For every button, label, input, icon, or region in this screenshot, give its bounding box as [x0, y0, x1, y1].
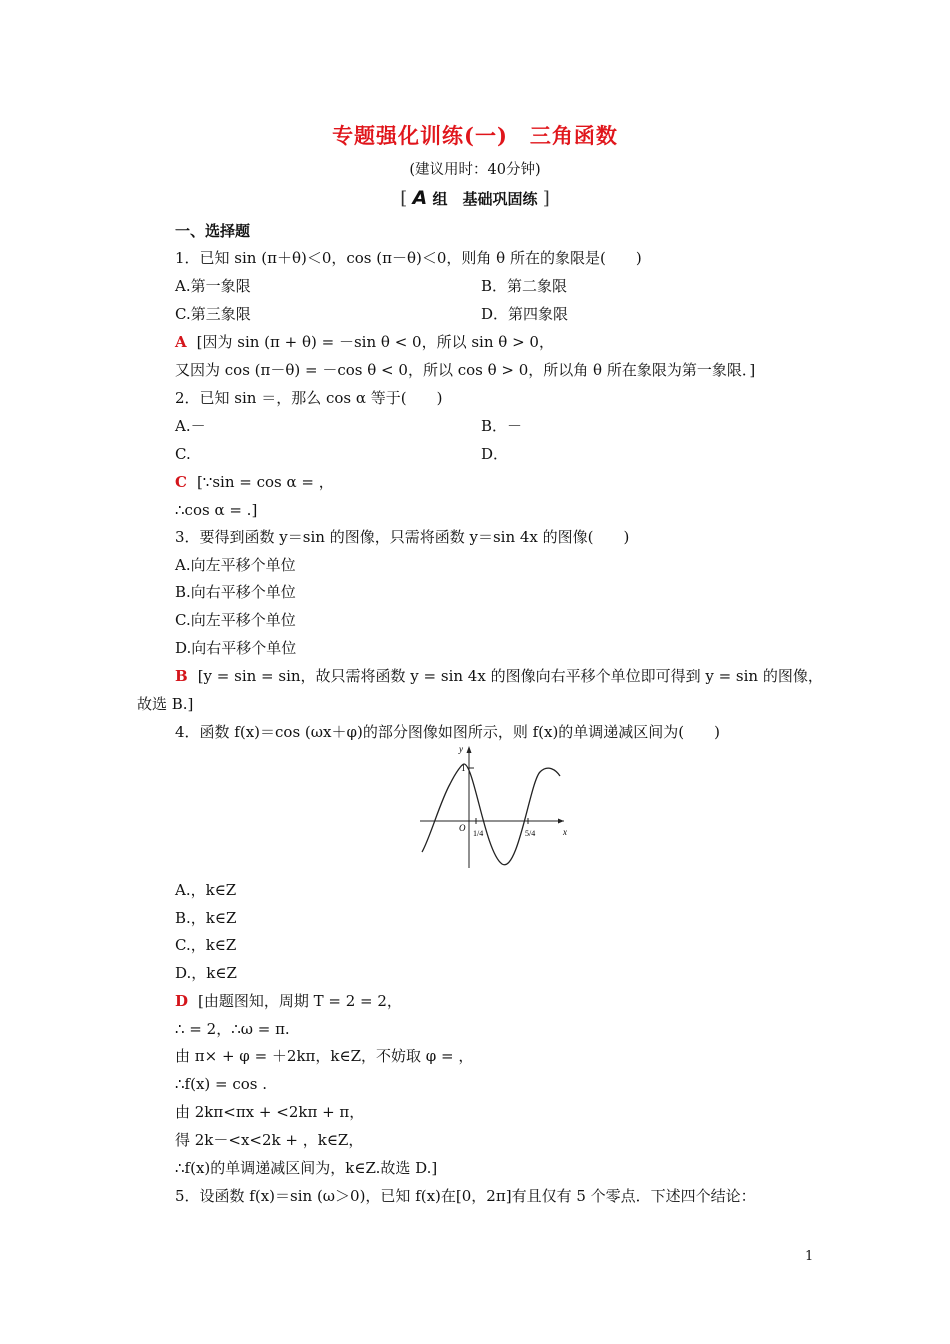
q4-function-graph — [418, 742, 570, 870]
group-bracket-left: [ — [400, 188, 408, 209]
zero-label-1: 1/4 — [473, 829, 484, 838]
q3-solution-line-2: 故选 B.] — [137, 695, 194, 713]
q1-stem: 1．已知 sin (π＋θ)＜0，cos (π－θ)＜0，则角 θ 所在的象限是( ) — [175, 249, 642, 267]
q4-solution-text: [由题图知，周期 T = 2 = 2， — [198, 992, 402, 1010]
q3-option-d: D.向右平移个单位 — [175, 639, 297, 657]
q4-option-d: D.，k∈Z — [175, 964, 237, 982]
q3-option-b: B.向右平移个单位 — [175, 583, 296, 601]
section-heading: 一、选择题 — [175, 222, 251, 240]
q4-solution-line-3: 由 π× + φ = ＋2kπ，k∈Z，不妨取 φ = ， — [175, 1047, 474, 1065]
q4-option-a: A.，k∈Z — [175, 881, 237, 899]
q3-solution-line-1 — [175, 666, 823, 686]
q2-stem: 2．已知 sin ＝，那么 cos α 等于( ) — [175, 389, 443, 407]
q1-solution-line-2: 又因为 cos (π－θ) = －cos θ < 0，所以 cos θ > 0，所以角 θ 所在象限为第一象限．] — [175, 361, 756, 379]
group-bracket-right: ] — [542, 188, 550, 209]
q1-option-b: B．第二象限 — [481, 277, 568, 295]
q2-solution-text: [∵sin = cos α = ， — [196, 473, 334, 491]
q3-stem: 3．要得到函数 y＝sin 的图像，只需将函数 y＝sin 4x 的图像( ) — [175, 528, 630, 546]
y-axis-label: y — [459, 744, 463, 754]
page-number: 1 — [805, 1249, 814, 1264]
q4-solution-line-6: 得 2k－<x<2k + ，k∈Z， — [175, 1131, 364, 1149]
x-axis-arrow — [558, 819, 564, 824]
q2-solution-line-2: ∴cos α = .] — [175, 501, 258, 519]
q2-answer: C — [175, 473, 187, 491]
q2-option-c: C. — [175, 445, 191, 463]
time-suggestion: (建议用时：40分钟) — [409, 162, 541, 178]
q4-solution-line-1 — [175, 991, 402, 1011]
q2-option-d: D． — [481, 445, 509, 463]
q4-solution-line-5: 由 2kπ<πx + <2kπ + π， — [175, 1103, 365, 1121]
q2-option-a: A.－ — [175, 417, 206, 435]
q3-option-a: A.向左平移个单位 — [175, 556, 296, 574]
group-letter: A — [412, 187, 428, 209]
page-title: 专题强化训练(一) 三角函数 — [332, 123, 618, 148]
q3-solution-text: [y = sin = sin，故只需将函数 y = sin 4x 的图像向右平移个单位即可得到 y = sin 的图像， — [197, 667, 823, 685]
q1-answer: A — [175, 333, 187, 351]
y-axis-arrow — [467, 746, 472, 753]
q4-option-b: B.，k∈Z — [175, 909, 237, 927]
zero-label-2: 5/4 — [525, 829, 536, 838]
group-label: 组 基础巩固练 — [432, 190, 538, 208]
q1-option-d: D．第四象限 — [481, 305, 569, 323]
q1-solution-text: [因为 sin (π + θ) = －sin θ < 0，所以 sin θ > 0， — [196, 333, 554, 351]
q4-stem: 4．函数 f(x)＝cos (ωx＋φ)的部分图像如图所示，则 f(x)的单调递减区间为( ) — [175, 723, 721, 741]
q4-solution-line-7: ∴f(x)的单调递减区间为，k∈Z.故选 D.] — [175, 1159, 438, 1177]
q4-solution-line-2: ∴ = 2，∴ω = π. — [175, 1020, 290, 1038]
q3-option-c: C.向左平移个单位 — [175, 611, 296, 629]
q3-answer: B — [175, 667, 188, 685]
q4-answer: D — [175, 992, 189, 1010]
q4-solution-line-4: ∴f(x) = cos . — [175, 1075, 268, 1093]
x-axis-label: x — [563, 827, 567, 837]
q2-option-b: B．－ — [481, 417, 523, 435]
q2-solution-line-1 — [175, 472, 334, 492]
q1-option-c: C.第三象限 — [175, 305, 251, 323]
q4-option-c: C.，k∈Z — [175, 936, 237, 954]
peak-label: 1 — [461, 763, 466, 773]
q5-stem: 5．设函数 f(x)＝sin (ω＞0)，已知 f(x)在[0，2π]有且仅有 5 个零点．下述四个结论： — [175, 1187, 756, 1205]
q1-solution-line-1 — [175, 332, 554, 352]
q1-option-a: A.第一象限 — [175, 277, 251, 295]
origin-label: O — [459, 823, 466, 833]
group-heading — [0, 187, 950, 209]
cosine-curve — [422, 764, 560, 865]
